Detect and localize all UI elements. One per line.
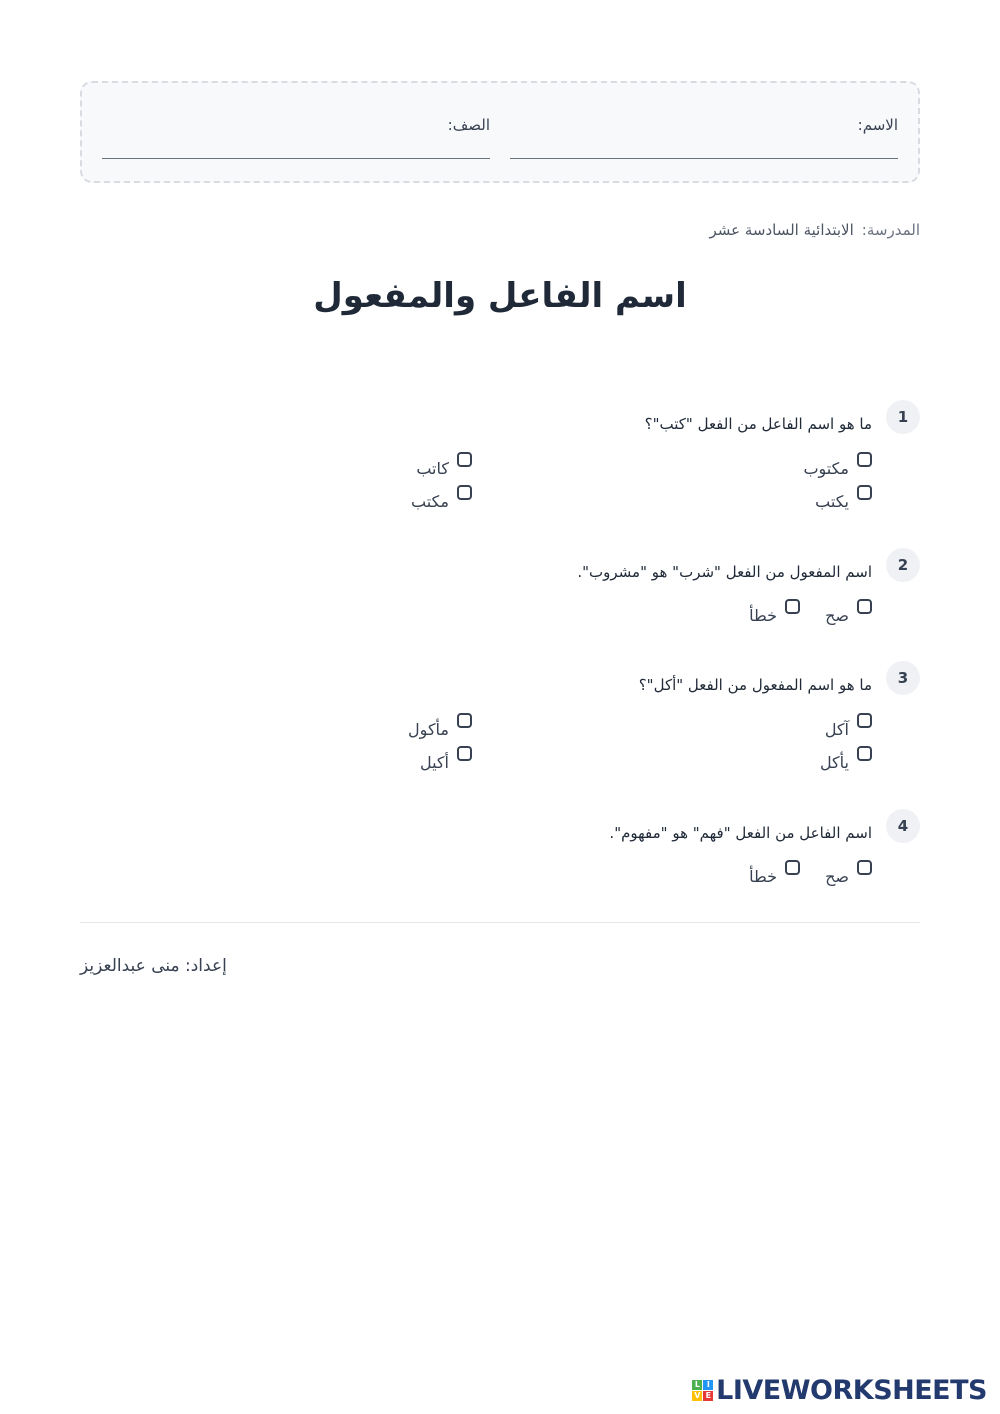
checkbox[interactable] (857, 485, 872, 500)
page-title: اسم الفاعل والمفعول (313, 276, 687, 316)
option-label: مأكول (408, 720, 449, 739)
name-label: الاسم: (857, 116, 898, 134)
question-number: 1 (886, 400, 920, 434)
checkbox[interactable] (785, 599, 800, 614)
checkbox[interactable] (457, 746, 472, 761)
question-text: اسم المفعول من الفعل "شرب" هو "مشروب". (577, 563, 872, 581)
option[interactable] (420, 745, 472, 772)
option-label: صح (825, 867, 849, 886)
logo-letter: I (703, 1380, 713, 1390)
school-line (709, 221, 920, 239)
option[interactable] (749, 859, 800, 886)
option-label: يأكل (819, 753, 849, 772)
option[interactable] (820, 745, 872, 772)
divider (80, 922, 920, 923)
logo-letter: L (692, 1380, 702, 1390)
school-label: المدرسة: (861, 221, 920, 239)
option[interactable] (815, 484, 872, 511)
liveworksheets-brand (692, 1375, 987, 1406)
option-label: مكتوب (803, 459, 849, 478)
option[interactable] (749, 598, 800, 625)
grade-field[interactable] (102, 116, 490, 159)
checkbox[interactable] (857, 746, 872, 761)
author-credit: إعداد: منى عبدالعزيز (80, 956, 227, 976)
option[interactable] (408, 712, 472, 739)
option[interactable] (825, 598, 872, 625)
option-label: أكيل (419, 753, 449, 772)
option[interactable] (411, 484, 472, 511)
question-text: ما هو اسم المفعول من الفعل "أكل"؟ (638, 676, 872, 694)
checkbox[interactable] (457, 452, 472, 467)
logo-letter: E (703, 1391, 713, 1401)
logo-letter: V (692, 1391, 702, 1401)
checkbox[interactable] (857, 860, 872, 875)
checkbox[interactable] (457, 485, 472, 500)
option[interactable] (416, 451, 472, 478)
option-label: خطأ (749, 606, 777, 625)
question-text: اسم الفاعل من الفعل "فهم" هو "مفهوم". (609, 824, 872, 842)
brand-name: LIVEWORKSHEETS (716, 1375, 987, 1406)
worksheet-page (80, 0, 920, 1414)
question-text: ما هو اسم الفاعل من الفعل "كتب"؟ (644, 415, 872, 433)
option-label: يكتب (815, 492, 849, 511)
option-label: خطأ (749, 867, 777, 886)
checkbox[interactable] (457, 713, 472, 728)
liveworksheets-logo-icon (692, 1380, 713, 1401)
option[interactable] (825, 712, 872, 739)
student-info-box (80, 81, 920, 183)
option-label: صح (825, 606, 849, 625)
grade-label: الصف: (447, 116, 490, 134)
question-number: 3 (886, 661, 920, 695)
checkbox[interactable] (785, 860, 800, 875)
option-label: آكل (824, 720, 849, 739)
option[interactable] (825, 859, 872, 886)
option[interactable] (803, 451, 872, 478)
question-number: 4 (886, 809, 920, 843)
checkbox[interactable] (857, 713, 872, 728)
checkbox[interactable] (857, 452, 872, 467)
question-number: 2 (886, 548, 920, 582)
option-label: مكتب (411, 492, 449, 511)
name-field[interactable] (510, 116, 898, 159)
school-name: الابتدائية السادسة عشر (709, 221, 854, 239)
option-label: كاتب (416, 459, 449, 478)
checkbox[interactable] (857, 599, 872, 614)
